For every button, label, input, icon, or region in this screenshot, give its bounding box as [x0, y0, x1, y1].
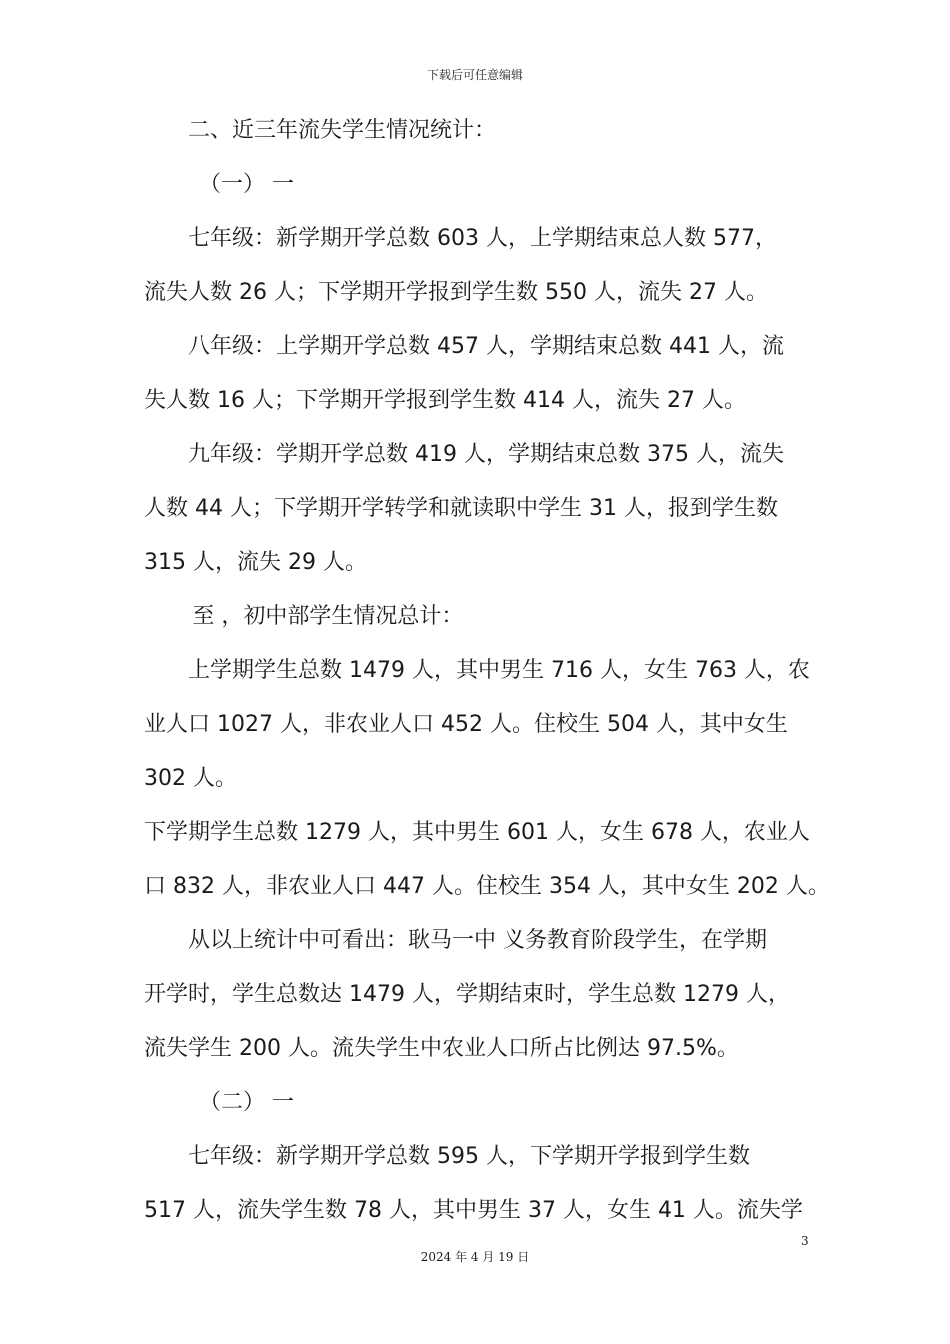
paragraph-line: 517 人，流失学生数 78 人，其中男生 37 人，女生 41 人。流失学 — [144, 1198, 803, 1223]
subsection-heading: （一） 一 — [199, 172, 294, 197]
page-footer-date: 2024 年 4 月 19 日 — [420, 1250, 530, 1264]
paragraph-line: 从以上统计中可看出：耿马一中 义务教育阶段学生，在学期 — [188, 928, 767, 953]
page-header: 下载后可任意编辑 — [426, 68, 523, 82]
paragraph-line: 上学期学生总数 1479 人，其中男生 716 人，女生 763 人，农 — [188, 658, 810, 683]
paragraph-line: 七年级：新学期开学总数 595 人，下学期开学报到学生数 — [188, 1144, 750, 1169]
paragraph-line: 下学期学生总数 1279 人，其中男生 601 人，女生 678 人，农业人 — [144, 820, 810, 845]
paragraph-line: 开学时，学生总数达 1479 人，学期结束时，学生总数 1279 人， — [144, 982, 790, 1007]
paragraph-line: 至 ，初中部学生情况总计： — [192, 604, 464, 629]
paragraph-line: 九年级：学期开学总数 419 人，学期结束总数 375 人，流失 — [188, 442, 784, 467]
paragraph-line: 315 人，流失 29 人。 — [144, 550, 367, 575]
paragraph-line: 八年级：上学期开学总数 457 人，学期结束总数 441 人，流 — [188, 334, 784, 359]
paragraph-line: 302 人。 — [144, 766, 237, 791]
paragraph-line: 人数 44 人；下学期开学转学和就读职中学生 31 人，报到学生数 — [144, 496, 778, 521]
section-heading: 二、近三年流失学生情况统计： — [188, 118, 497, 143]
subsection-heading: （二） 一 — [199, 1090, 294, 1115]
paragraph-line: 失人数 16 人；下学期开学报到学生数 414 人，流失 27 人。 — [144, 388, 746, 413]
paragraph-line: 流失人数 26 人；下学期开学报到学生数 550 人，流失 27 人。 — [144, 280, 768, 305]
paragraph-line: 七年级：新学期开学总数 603 人，上学期结束总人数 577， — [188, 226, 777, 251]
page-number: 3 — [801, 1234, 809, 1248]
document-body — [144, 104, 830, 1238]
paragraph-line: 业人口 1027 人，非农业人口 452 人。住校生 504 人，其中女生 — [144, 712, 788, 737]
paragraph-line: 流失学生 200 人。流失学生中农业人口所占比例达 97.5%。 — [144, 1036, 739, 1061]
paragraph-line: 口 832 人，非农业人口 447 人。住校生 354 人，其中女生 202 人。 — [144, 874, 830, 899]
